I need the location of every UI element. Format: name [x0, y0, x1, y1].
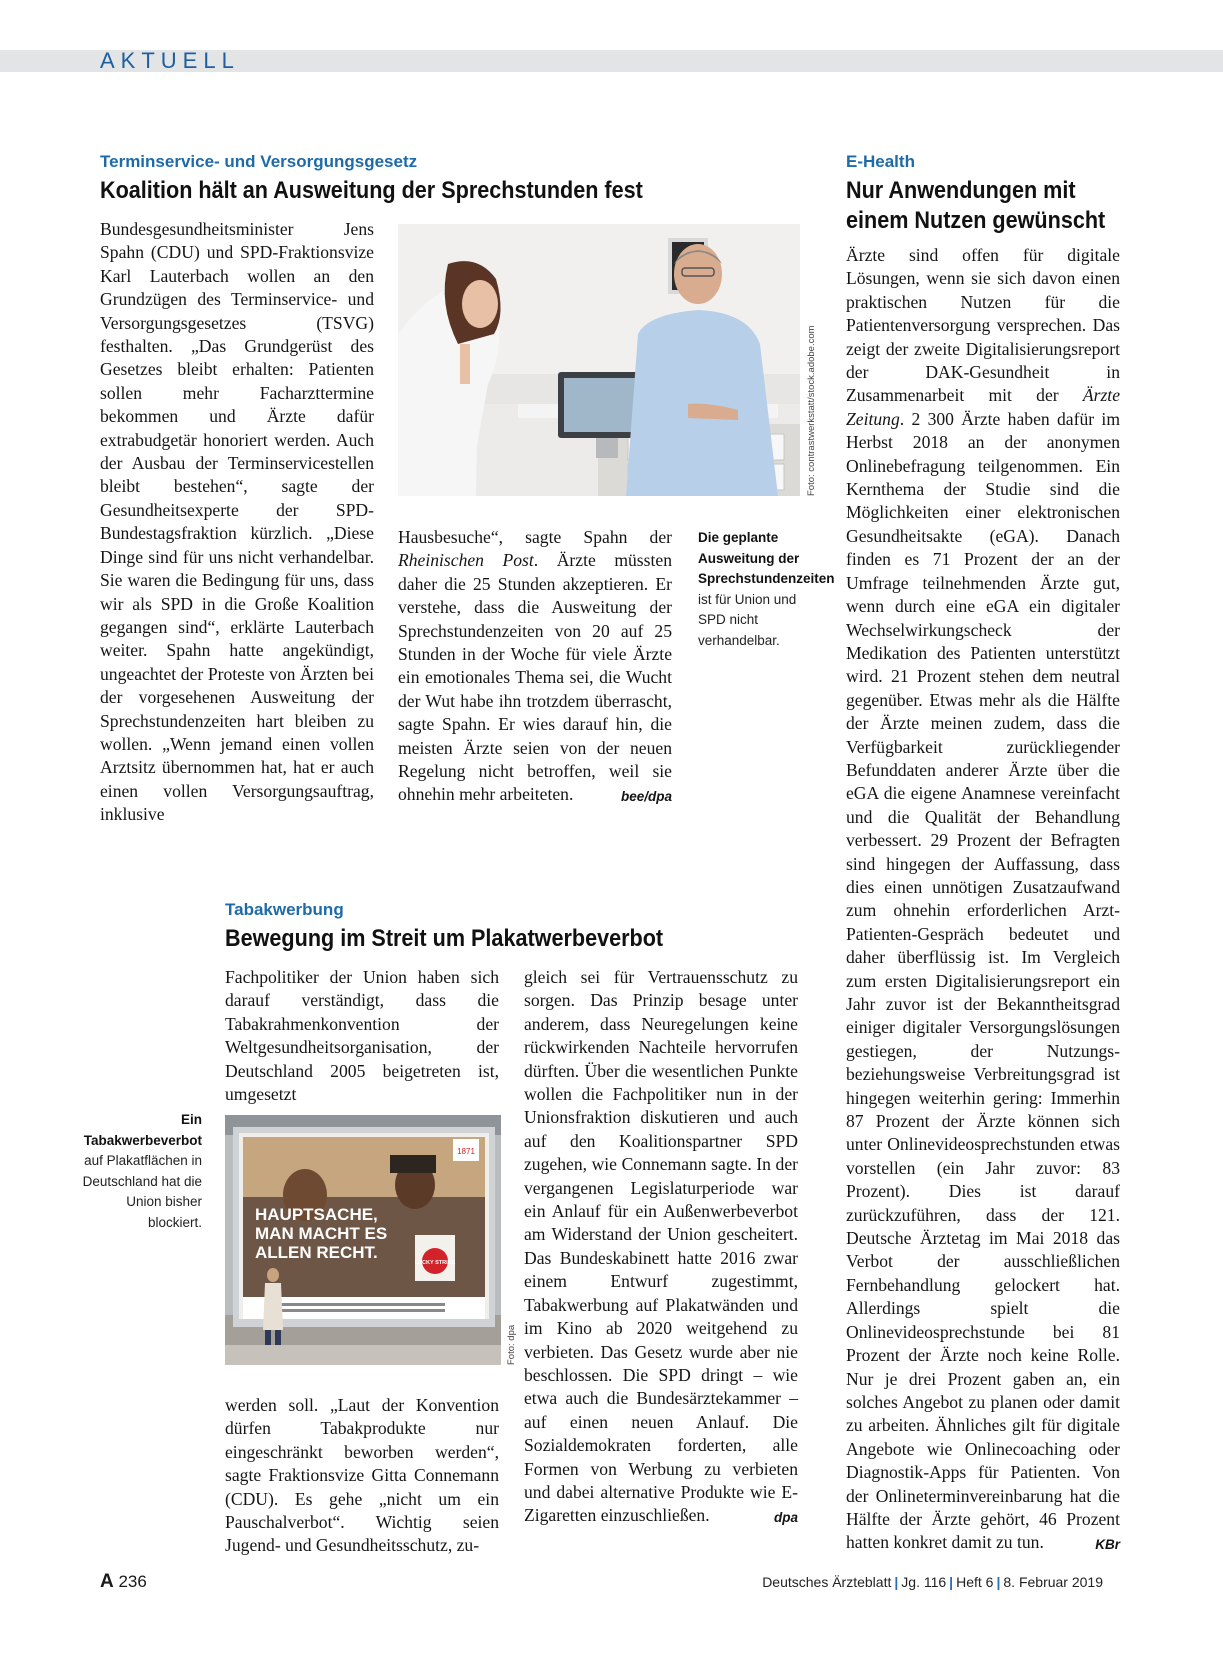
article3-publication: Ärzte Zeitung — [846, 385, 1120, 429]
page-number — [100, 1571, 147, 1593]
journal-date: 8. Februar 2019 — [1003, 1574, 1103, 1590]
billboard-year: 1871 — [457, 1147, 475, 1156]
article1-caption — [698, 528, 835, 651]
section-label: AKTUELL — [100, 48, 240, 73]
article1-caption-rest: ist für Union und SPD nicht verhandelbar. — [698, 591, 797, 648]
article3-text-b: . 2 300 Ärzte haben dafür im Herbst 2018 an der anonymen Onlinebefragung teilgenommen. Ein Kernthema der Studie sind die Möglichkeiten einer elektronischen Gesundheitsakte (eGA). Danach finden es 71 Prozent der an der Umfrage teilnehmenden Ärzte gut, wenn durch eine eGA ein digitaler Wechselwirkungscheck der Medikation des Patienten unterstützt wird. 21 Prozent stehen dem neutral gegenüber. Etwas mehr als die Hälfte der Ärzte meinen zudem, dass die Verfügbarkeit zurückliegender Befunddaten anderer Ärzte über die eGA die eigene Anamnese vereinfacht und die Qualität der Behandlung verbessert. 29 Prozent der Befragten sind hingegen der Auffassung, dass dies einen unnötigen Zusatzaufwand zum ohnehin erforderlichen Arzt-Patienten-Gespräch bedeutet und daher überflüssig ist. Im Vergleich zum ersten Digitalisierungsreport ein Jahr zuvor ist der Bekanntheitsgrad einiger digitaler Versorgungslösungen gestiegen, der Nutzungs- beziehungsweise Verbreitungsgrad ist hingegen weiterhin gering: Immerhin 87 Prozent der Ärzte können sich unter Onlinevideosprechstunden etwas vorstellen (ein Jahr zuvor: 83 Prozent). Dies ist darauf zurückzuführen, dass der 121. Deutsche Ärztetag im Mai 2018 das Verbot der ausschließlichen Fernbehandlung gelockert hat. Allerdings spielt die Onlinevideosprechstunde bei 81 Prozent der Ärzte noch keine Rolle. Nur je drei Prozent gaben an, ein solches Angebot zu planen oder damit zu arbeiten. Ähnliches gilt für digitale Angebote wie Onlinecoaching oder Diagnostik-Apps für Patienten. Von der Onlineterminvereinbarung hat die Hälfte der Ärzte gehört, 46 Prozent hatten konkret damit zu tun. — [846, 408, 1120, 1553]
article2-caption-bold: Ein Tabakwerbeverbot — [83, 1112, 202, 1148]
article2-column2 — [524, 966, 798, 1530]
article1-kicker: Terminservice- und Versorgungsgesetz — [100, 152, 418, 171]
article2-column2-text: gleich sei für Vertrauensschutz zu sorgen. Das Prinzip besage unter anderem, dass Neuregelungen keine rückwirkenden Nachteile hervorrufen dürften. Über die wesentlichen Punkte wollen die Fachpolitiker nun in der Unionsfraktion diskutieren und auch auf den Koalitionspartner SPD zugehen, wie Connemann sagte. In der vergangenen Legislaturperiode war ein Anlauf für ein Außenwerbeverbot am Widerstand der Union gescheitert. Das Bundeskabinett hatte 2016 zwar einem Entwurf zugestimmt, Tabakwerbung auf Plakatwänden und im Kino ab 2020 weitgehend zu verbieten. Das Gesetz wurde aber nie beschlossen. Die SPD dringt – wie etwa auch die Bundesärztekammer – auf einen neuen Anlauf. Die Sozialdemokraten forderten, alle Formen von Werbung zu verbieten und dabei alternative Produkte wie E-Zigaretten einzuschließen. — [524, 967, 798, 1526]
article1-column2-text-b: . Ärzte müssten daher die 25 Stunden akzeptieren. Er verstehe, dass die Ausweitung der Sprechstundenzeiten von 20 auf 25 Stunden in der Woche für viele Ärzte ein emotionales Thema sei, die Wucht der Wut habe ihn trotzdem überrascht, sagte Spahn. Er wies darauf hin, die meisten Ärzte seien von der neuen Regelung nicht betroffen, weil sie ohnehin mehr arbeiteten. — [398, 550, 672, 805]
article3-signature: KBr — [1095, 1537, 1120, 1553]
page-number-value: 236 — [118, 1572, 147, 1591]
article3-headline: Nur Anwendungen mit einem Nutzen gewünscht — [846, 177, 1106, 234]
journal-footer — [762, 1574, 1103, 1590]
article2-headline: Bewegung im Streit um Plakatwerbeverbot — [225, 925, 664, 952]
billboard-line1: HAUPTSACHE, — [255, 1205, 378, 1224]
article3-column — [846, 244, 1120, 1557]
billboard-line2: MAN MACHT ES — [255, 1224, 388, 1243]
article1-column2 — [398, 526, 672, 809]
journal-volume: Jg. 116 — [901, 1574, 947, 1590]
footer-separator: | — [894, 1574, 899, 1590]
article2-caption-rest: auf Plakatflächen in Deutschland hat die Union bisher blockiert. — [82, 1153, 202, 1230]
article2-photo — [225, 1115, 501, 1365]
article1-signature: bee/dpa — [620, 789, 672, 805]
article2-signature: dpa — [773, 1510, 798, 1526]
footer-separator: | — [996, 1574, 1001, 1590]
billboard-pack: LUCKY STRIKE — [414, 1260, 456, 1266]
article2-caption — [72, 1110, 202, 1233]
billboard-line3: ALLEN RECHT. — [255, 1243, 378, 1262]
article2-column1-top: Fachpolitiker der Union haben sich darauf verständigt, dass die Tabakrahmenkonvention der Weltgesundheitsorganisation, der Deutschland 2005 beigetreten ist, umgesetzt — [225, 967, 499, 1105]
article2-photo-credit: Foto: dpa — [506, 1324, 517, 1365]
article3-kicker: E-Health — [846, 152, 915, 171]
article1-photo — [398, 224, 800, 496]
journal-issue: Heft 6 — [956, 1574, 994, 1590]
article1-photo-credit: Foto: contrastwerkstatt/stock.adobe.com — [806, 325, 817, 496]
article1-publication: Rheinischen Post — [398, 550, 534, 571]
billboard-photo — [225, 1115, 501, 1365]
article2-kicker: Tabakwerbung — [225, 900, 344, 919]
practice-reception-photo — [398, 224, 800, 496]
article1-caption-bold: Die geplante Ausweitung der Sprechstundenzeiten — [698, 530, 835, 586]
article1-column2-text-a: Hausbesuche“, sagte Spahn der — [398, 527, 672, 547]
footer-separator: | — [949, 1574, 954, 1590]
article1-headline: Koalition hält an Ausweitung der Sprechstunden fest — [100, 177, 643, 204]
journal-name: Deutsches Ärzteblatt — [762, 1574, 892, 1590]
article2-column1-bottom: werden soll. „Laut der Konvention dürfen Tabakprodukte nur eingeschränkt beworben werden“, sagte Fraktionsvize Gitta Connemann (CDU). Es gehe „nicht um ein Pauschalverbot“. Wichtig seien Jugend- und Gesundheitsschutz, zu- — [225, 1395, 499, 1556]
article3-text-a: Ärzte sind offen für digitale Lösungen, wenn sie sich davon einen praktischen Nutzen für die Patientenversorgung versprechen. Das zeigt der zweite Digitalisierungsreport der DAK-Gesundheit in Zusammenarbeit mit der — [846, 245, 1120, 406]
page-prefix: A — [100, 1571, 114, 1592]
article1-column1: Bundesgesundheitsminister Jens Spahn (CDU) und SPD-Fraktionsvize Karl Lauterbach wollen an den Grundzügen des Terminservice- und Versorgungsgesetzes (TSVG) festhalten. „Das Grundgerüst des Gesetzes bleibt erhalten: Patienten sollen mehr Facharzttermine bekommen und Ärzte dafür extrabudgetär honoriert werden. Auch der Ausbau der Terminservicestellen bleibt bestehen“, sagte der Gesundheitsexperte der SPD-Bundestagsfraktion kürzlich. „Diese Dinge sind für uns nicht verhandelbar. Sie waren die Bedingung für uns, dass wir als SPD in die Große Koalition gegangen sind“, erklärte Lauterbach weiter. Spahn hatte angekündigt, ungeachtet der Proteste von Ärzten bei der vorgesehenen Ausweitung der Sprechstundenzeiten hart bleiben zu wollen. „Wenn jemand einen vollen Arztsitz übernommen hat, hat er auch einen vollen Versorgungsauftrag, inklusive — [100, 219, 374, 825]
